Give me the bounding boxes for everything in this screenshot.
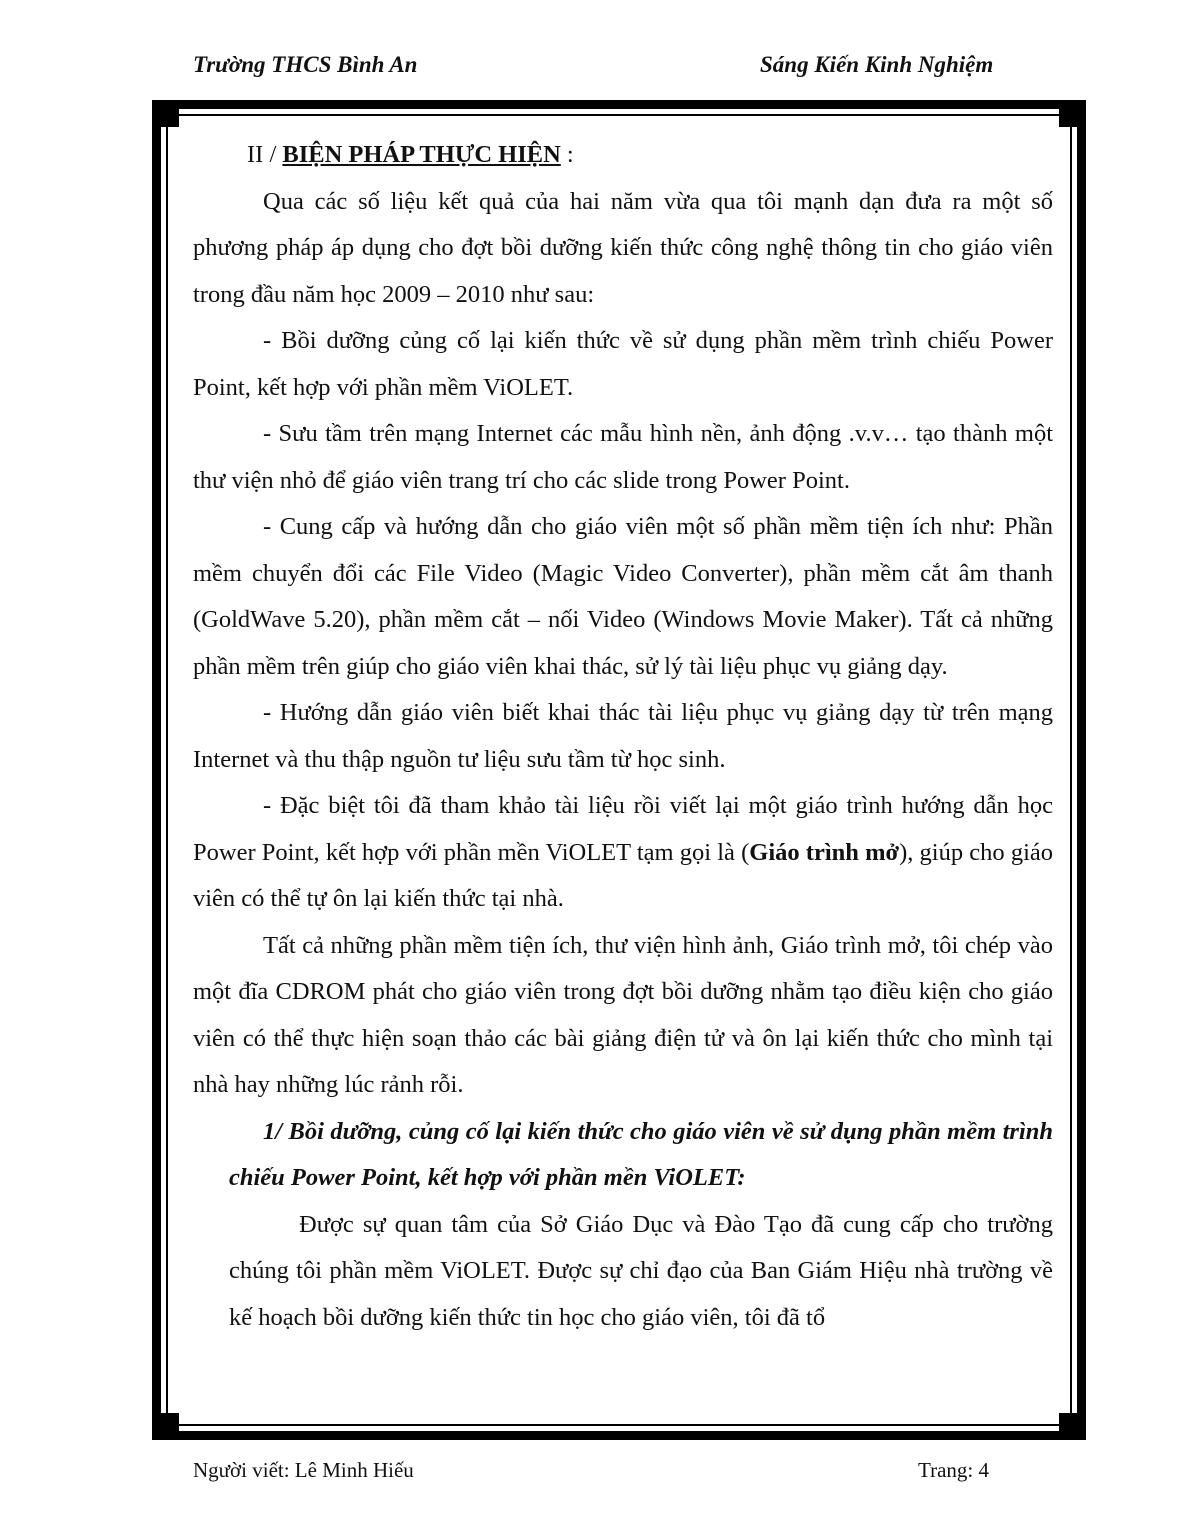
subheading: 1/ Bồi dưỡng, củng cố lại kiến thức cho giáo viên về sử dụng phần mềm trình chiếu Power Point, kết hợp với phần mền ViOLET: [229,1117,1053,1191]
list-item: - Đặc biệt tôi đã tham khảo tài liệu rồi viết lại một giáo trình hướng dẫn học Power Point, kết hợp với phần mền ViOLET tạm gọi là (Giáo trình mở), giúp cho giáo viên có thể tự ôn lại kiến thức tại nhà. [193,792,1053,912]
list-item: - Bồi dưỡng củng cố lại kiến thức về sử dụng phần mềm trình chiếu Power Point, kết hợp với phần mềm ViOLET. [193,327,1053,401]
header-school: Trường THCS Bình An [193,52,418,77]
paragraph-intro: Qua các số liệu kết quả của hai năm vừa qua tôi mạnh dạn đưa ra một số phương pháp áp dụng cho đợt bồi dưỡng kiến thức công nghệ thông tin cho giáo viên trong đầu năm học 2009 – 2010 như sau: [193,187,1053,308]
header-doc-type: Sáng Kiến Kinh Nghiệm [760,52,994,77]
list-item: - Sưu tầm trên mạng Internet các mẫu hình nền, ảnh động .v.v… tạo thành một thư viện nhỏ để giáo viên trang trí cho các slide trong Power Point. [193,420,1053,494]
footer-author: Người viết: Lê Minh Hiếu [193,1458,414,1482]
footer-page-number: Trang: 4 [918,1458,989,1482]
list-item: - Cung cấp và hướng dẫn cho giáo viên một số phần mềm tiện ích như: Phần mềm chuyển đổi các File Video (Magic Video Converter), phần mềm cắt âm thanh (GoldWave 5.20), phần mềm cắt – nối Video (Windows Movie Maker). Tất cả những phần mềm trên giúp cho giáo viên khai thác, sử lý tài liệu phục vụ giảng dạy. [193,513,1053,680]
paragraph-summary: Tất cả những phần mềm tiện ích, thư viện hình ảnh, Giáo trình mở, tôi chép vào một đĩa CDROM phát cho giáo viên trong đợt bồi dưỡng nhằm tạo điều kiện cho giáo viên có thể thực hiện soạn thảo các bài giảng điện tử và ôn lại kiến thức cho mình tại nhà hay những lúc rảnh rỗi. [193,931,1053,1098]
page-content [193,132,1053,1341]
section-title: II / BIỆN PHÁP THỰC HIỆN : [247,141,574,168]
list-item: - Hướng dẫn giáo viên biết khai thác tài liệu phục vụ giảng dạy từ trên mạng Internet và thu thập nguồn tư liệu sưu tầm từ học sinh. [193,699,1053,773]
textbook-name: Giáo trình mở [749,838,900,866]
paragraph-section1: Được sự quan tâm của Sở Giáo Dục và Đào Tạo đã cung cấp cho trường chúng tôi phần mềm ViOLET. Được sự chỉ đạo của Ban Giám Hiệu nhà trường về kế hoạch bồi dưỡng kiến thức tin học cho giáo viên, tôi đã tổ [229,1210,1053,1331]
